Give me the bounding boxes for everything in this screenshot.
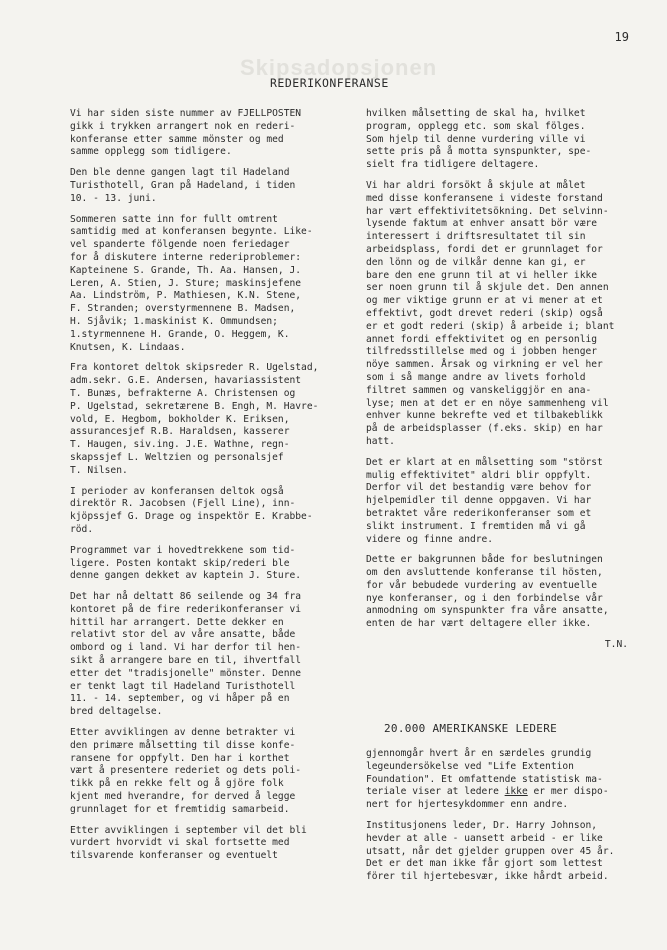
right-column (366, 108, 648, 652)
paragraph: Det er klart at en målsetting som "störst mulig effektivitet" aldri blir oppfylt. Derfor vil det bestandig være behov for hjelpemidler til denne oppgaven. Vi har betraktet våre rederikonferanser som et slikt instrument. I fremtiden må vi gå videre og finne andre. (366, 456, 603, 545)
bottom-column (366, 748, 648, 892)
paragraph: I perioder av konferansen deltok også direktör R. Jacobsen (Fjell Line), inn- kjöpssjef G. Drage og inspektör E. Krabbe- röd. (70, 485, 313, 535)
signature: T.N. (604, 639, 628, 651)
paragraph: Vi har aldri forsökt å skjule at målet med disse konferansene i videste forstand har vært effektivitetsökning. Det selvinn- lysende faktum at enhver ansatt bör være interessert i driftsresultatet til sin arbeidsplass, fordi det er grunnlaget for den lönn og de vilkår denne kan gi, er bare den ene grunn til at vi heller ikke ser noen grunn til å skjule det. Den annen og mer viktige grunn er at vi mener at et effektivt, godt drevet rederi (skip) også er et godt rederi (skip) å arbeide i; blant annet fordi effektivitet og en personlig tilfredsstillelse med og i jobben henger nöye sammen. Årsak og virkning er vel her som i så mange andre av livets forhold filtret sammen og vanskeliggjör en ana- lyse; men at det er en nöye sammenheng vil enhver kunne bekrefte ved et tilbakeblikk på de arbeidsplasser (f.eks. skip) en har hatt. (366, 179, 615, 447)
article-title: REDERIKONFERANSE (270, 76, 389, 90)
paragraph: Institusjonens leder, Dr. Harry Johnson, hevder at alle - uansett arbeid - er like utsatt, når det gjelder gruppen over 45 år. Det er det man ikke får gjort som lettest förer til hjertebesvær, ikke hårdt arbeid. (366, 819, 615, 883)
paragraph: Programmet var i hovedtrekkene som tid- ligere. Posten kontakt skip/rederi ble denne gangen dekket av kaptein J. Sture. (70, 544, 302, 582)
paragraph: Dette er bakgrunnen både for beslutningen om den avsluttende konferanse til hösten, for vår bebudede vurdering av eventuelle nye konferanser, og i den forbindelse vår anmodning om synspunkter fra våre ansatte, enten de har vært deltagere eller ikke. (366, 554, 609, 630)
bleed-through-text: Skipsadopsjonen (240, 55, 438, 80)
section-heading: 20.000 AMERIKANSKE LEDERE (384, 722, 558, 735)
left-column (70, 108, 350, 871)
paragraph: Det har nå deltatt 86 seilende og 34 fra kontoret på de fire rederikonferanser vi hittil har arrangert. Dette dekker en relativt stor del av våre ansatte, både ombord og i land. Vi har derfor til hen- sikt å arrangere bare en til, ihvertfall etter det "tradisjonelle" mönster. Denne er tenkt lagt til Hadeland Turisthotell 11. - 14. september, og vi håper på en bred deltagelse. (70, 591, 302, 718)
paragraph-text: gjennomgår hvert år en særdeles grundig legeundersökelse ved "Life Extention Foundation". Et omfattende statistisk ma- teriale viser at ledere (366, 748, 603, 798)
paragraph: Fra kontoret deltok skipsreder R. Ugelstad, adm.sekr. G.E. Andersen, havariassistent T. Bunæs, befrakterne A. Christensen og P. Ugelstad, sekretærene B. Engh, M. Havre- vold, E. Hegbom, bokholder K. Eriksen, assurancesjef R.B. Haraldsen, kasserer T. Haugen, siv.ing. J.E. Wathne, regn- skapssjef L. Weltzien og personalsjef T. Nilsen. (70, 362, 319, 476)
paragraph: Etter avviklingen av denne betrakter vi den primære målsetting til disse konfe- ransene for oppfylt. Den har i korthet vært å presentere rederiet og dets poli- tikk på en rekke felt og å gjöre folk kjent med hverandre, for derved å legge grunnlaget for et fremtidig samarbeid. (70, 727, 302, 815)
paragraph: Sommeren satte inn for fullt omtrent samtidig med at konferansen begynte. Like- vel spanderte fölgende noen feriedager for å diskutere interne rederiproblemer: Kapteinene S. Grande, Th. Aa. Hansen, J. Leren, A. Stien, J. Sture; maskinsjefene Aa. Lindström, P. Mathiesen, K.N. Stene, F. Stranden; overstyrmennene B. Madsen, H. Sjåvik; 1.maskinist K. Ommundsen; 1.styrmennene H. Grande, O. Heggem, K. Knutsen, K. Lindaas. (70, 213, 313, 353)
paragraph: Den ble denne gangen lagt til Hadeland Turisthotell, Gran på Hadeland, i tiden 10. - 13. juni. (70, 167, 296, 204)
page-number: 19 (614, 30, 629, 44)
paragraph-text: er mer dispo- nert for hjertesykdommer enn andre. (366, 786, 609, 811)
paragraph: Etter avviklingen i september vil det bli vurdert hvorvidt vi skal fortsette med tilsvarende konferanser og eventuelt (70, 824, 307, 862)
paragraph: hvilken målsetting de skal ha, hvilket program, opplegg etc. som skal fölges. Som hjelp til denne vurdering ville vi sette pris på å motta synspunkter, spe- sielt fra tidligere deltagere. (366, 108, 592, 171)
paragraph (366, 748, 648, 812)
paragraph: Vi har siden siste nummer av FJELLPOSTEN gikk i trykken arrangert nok en rederi- konferanse etter samme mönster og med samme opplegg som tidligere. (70, 108, 302, 158)
underlined-word: ikke (504, 786, 528, 798)
